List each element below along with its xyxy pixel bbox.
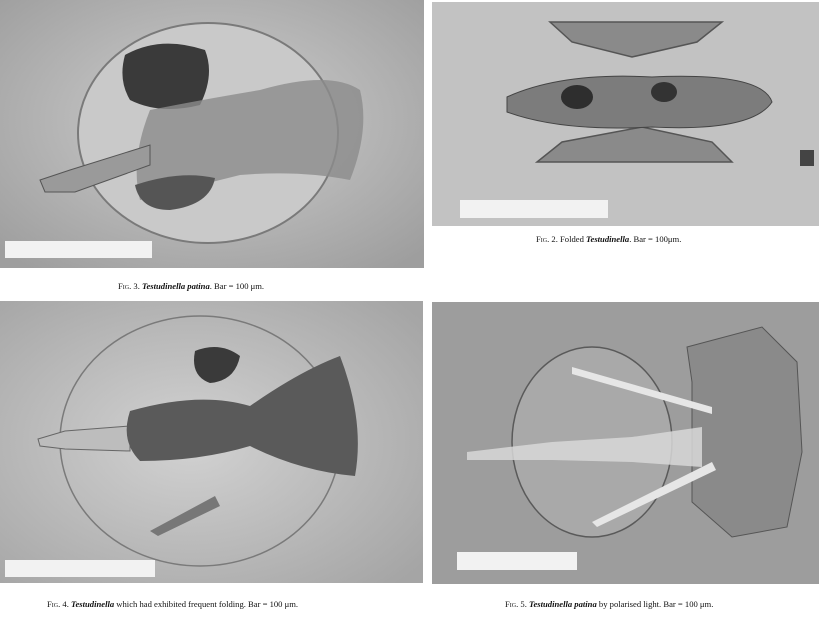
figure-label: Fig. 2.: [536, 234, 558, 244]
scale-bar: [5, 560, 155, 577]
figure-4-micrograph: [0, 301, 423, 583]
caption-text: . Bar = 100 μm.: [209, 281, 265, 291]
scale-bar: [460, 200, 608, 218]
species-name: Testudinella: [71, 599, 115, 609]
scale-bar: [5, 241, 152, 258]
species-name: Testudinella patina: [142, 281, 210, 291]
organism-body: [507, 76, 772, 128]
figure-3-micrograph: [0, 0, 424, 268]
caption-prefix: Folded: [560, 234, 587, 244]
species-name: Testudinella patina: [529, 599, 597, 609]
species-name: Testudinella: [586, 234, 630, 244]
figure-label: Fig. 5.: [505, 599, 527, 609]
caption-text: . Bar = 100μm.: [629, 234, 682, 244]
figure-2-micrograph: [432, 2, 819, 226]
figure-2-caption: [536, 233, 681, 245]
figure-4-caption: [47, 598, 298, 610]
scale-bar: [457, 552, 577, 570]
figure-3-caption: [118, 280, 264, 292]
figure-label: Fig. 4.: [47, 599, 69, 609]
figure-label: Fig. 3.: [118, 281, 140, 291]
caption-text: which had exhibited frequent folding. Bar = 100 μm.: [114, 599, 299, 609]
caption-text: by polarised light. Bar = 100 μm.: [596, 599, 714, 609]
figure-5-caption: [505, 598, 713, 610]
organism-body: [122, 44, 209, 109]
figure-5-micrograph: [432, 302, 819, 584]
